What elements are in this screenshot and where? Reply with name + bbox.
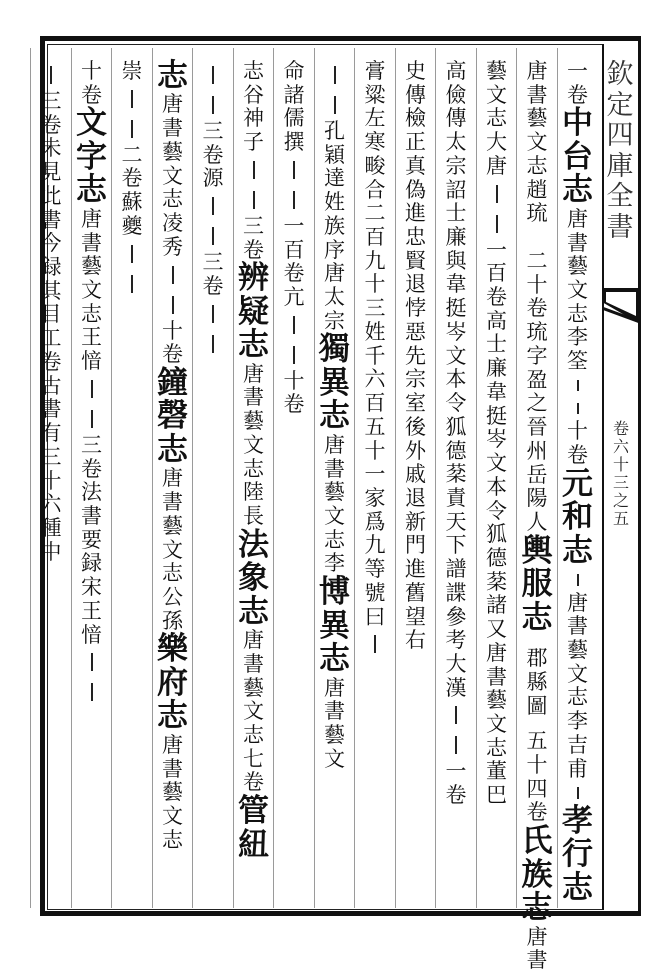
ditto-mark — [91, 410, 93, 428]
text-column — [315, 60, 355, 905]
ditto-mark — [253, 161, 255, 179]
text-column — [72, 60, 112, 905]
annotation-text: 藝 文 — [324, 723, 345, 771]
ditto-mark — [212, 335, 214, 353]
annotation-text: 十 卷 琉 字 盈 之 晉 州 岳 陽 人 — [526, 272, 548, 534]
ditto-mark — [293, 346, 295, 364]
text-column — [31, 60, 71, 905]
annotation-text: 唐 書 — [526, 924, 548, 973]
annotation-text: 高 儉 傳 太 宗 詔 士 廉 與 韋 挺 岑 文 本 令 狐 德 棻 責 天 下 譜 諜 參 考 — [445, 59, 467, 653]
book-title: 欽 定 四 庫 全 書 — [606, 59, 634, 243]
ditto-mark — [577, 574, 579, 585]
book-title-large: 中 台 志 — [562, 105, 593, 209]
ditto-mark — [212, 305, 214, 323]
annotation-text: 三 卷 — [243, 213, 264, 262]
annotation-text: 三 卷 — [202, 119, 224, 167]
book-title-large: 管 紐 — [238, 793, 269, 863]
annotation-text: 郡 縣 圖 — [526, 646, 548, 718]
book-title-large: 鐘 磬 志 — [157, 364, 188, 468]
annotation-text: 孔 穎 達 姓 族 序 唐 太 宗 — [324, 119, 345, 333]
text-column — [112, 60, 152, 905]
annotation-text: 大 漢 — [445, 651, 467, 700]
book-title-large: 志 — [157, 58, 188, 94]
ditto-mark — [577, 380, 579, 391]
annotation-text: 二 — [526, 249, 548, 274]
annotation-text: 七 卷 — [243, 746, 264, 795]
annotation-text: 蘇 夔 — [121, 190, 143, 238]
ditto-mark — [172, 296, 174, 314]
book-title-large: 孝 行 志 — [562, 802, 593, 906]
ditto-mark — [496, 215, 498, 233]
ditto-mark — [496, 185, 498, 203]
text-column — [517, 59, 557, 973]
ditto-mark — [131, 120, 133, 138]
ditto-mark — [131, 90, 133, 108]
annotation-text: 卷 — [567, 82, 588, 107]
annotation-text: 卷 — [81, 82, 102, 107]
text-column — [234, 60, 274, 905]
book-title-large: 獨 異 志 — [319, 331, 350, 435]
ditto-mark — [212, 96, 214, 114]
chapter-label: 卷 六 十 三 之 五 — [612, 419, 629, 529]
annotation-text: 筌 — [567, 349, 588, 374]
text-column — [274, 60, 314, 905]
book-title-large: 氏 族 志 — [521, 823, 553, 927]
book-title-large: 元 和 志 — [562, 465, 593, 569]
ditto-mark — [212, 197, 214, 215]
annotation-text: 十 卷 — [283, 368, 305, 417]
annotation-text: 一 卷 — [445, 759, 467, 808]
ditto-mark — [455, 736, 457, 754]
annotation-text: 崇 — [121, 59, 143, 83]
center-strip-right-line — [638, 36, 641, 916]
annotation-text: 二 卷 — [121, 142, 143, 191]
text-column — [477, 60, 517, 905]
text-column — [153, 60, 193, 905]
text-column — [396, 60, 436, 905]
annotation-text: 唐 書 藝 文 志 王 愔 — [81, 206, 102, 374]
annotation-text: 源 — [202, 166, 224, 191]
ditto-mark — [91, 380, 93, 398]
book-title-large: 輿 服 志 — [521, 532, 553, 636]
annotation-text: 唐 書 藝 文 志 李 吉 甫 — [567, 590, 588, 781]
annotation-text: 十 卷 — [567, 419, 588, 468]
ditto-mark — [334, 66, 336, 84]
book-title-large: 文 字 志 — [76, 105, 107, 209]
annotation-text: 亢 — [283, 285, 305, 310]
annotation-text: 一 百 卷 高 士 廉 韋 挺 岑 文 本 令 狐 德 棻 諸 又 — [486, 237, 507, 642]
annotation-text: 十 — [81, 59, 102, 83]
book-title-large: 樂 府 志 — [157, 631, 188, 735]
annotation-text: 唐 書 藝 文 志 李 — [567, 206, 588, 350]
ditto-mark — [577, 403, 579, 414]
annotation-text: 唐 書 藝 文 志 董 巴 — [486, 640, 507, 808]
ditto-mark — [212, 227, 214, 245]
annotation-text: 唐 書 藝 文 志 凌 — [162, 92, 183, 236]
annotation-text: 命 諸 儒 撰 — [283, 59, 305, 155]
annotation-text: 唐 書 藝 文 志 趙 琉 — [526, 59, 548, 226]
ditto-mark — [131, 275, 133, 293]
book-title-large: 辨 疑 志 — [238, 260, 269, 364]
annotation-text: 藝 文 志 大 唐 — [486, 59, 507, 178]
text-column — [558, 60, 598, 905]
text-column — [193, 60, 233, 905]
ditto-mark — [293, 316, 295, 334]
annotation-text: 志 谷 神 子 — [243, 59, 264, 155]
ditto-mark — [455, 706, 457, 724]
ditto-mark — [212, 66, 214, 84]
ditto-mark — [293, 191, 295, 209]
annotation-text: 唐 書 — [324, 675, 345, 724]
annotation-text: 十 卷 — [162, 318, 183, 367]
ditto-mark — [91, 653, 93, 671]
annotation-text: 唐 書 藝 文 志 陸 長 — [243, 361, 264, 529]
ditto-mark — [253, 191, 255, 209]
annotation-text: 一 — [567, 59, 588, 83]
annotation-text: 唐 書 藝 文 志 — [243, 628, 264, 748]
text-column — [436, 60, 476, 905]
annotation-text: 唐 書 藝 文 志 — [162, 732, 183, 852]
center-strip-left-line — [602, 44, 604, 910]
annotation-text: 三 卷 — [202, 250, 224, 298]
ditto-mark — [50, 66, 52, 84]
fish-tail-ornament — [602, 288, 640, 324]
annotation-text: 五 十 四 卷 — [526, 729, 548, 825]
ditto-mark — [374, 635, 376, 653]
ditto-mark — [172, 266, 174, 284]
book-title-large: 博 異 志 — [319, 574, 350, 678]
ditto-mark — [334, 96, 336, 114]
annotation-text: 三 卷 未 見 此 書 今 録 其 目 工 卷 古 書 有 三 十 六 種 中 — [40, 89, 62, 564]
annotation-text: 史 傳 檢 正 真 偽 進 忠 賢 退 悖 惡 先 宗 室 後 外 戚 退 新 門 進 舊 望 右 — [405, 59, 426, 653]
ditto-mark — [91, 683, 93, 701]
book-title-large: 法 象 志 — [238, 526, 269, 630]
annotation-text: 膏 粱 左 寒 畯 合 二 百 九 十 三 姓 千 六 百 五 十 一 家 爲 九 等 號 曰 — [364, 59, 386, 629]
annotation-text: 唐 書 藝 文 志 李 — [324, 432, 345, 576]
annotation-text: 三 卷 法 書 要 録 宋 王 愔 — [81, 432, 102, 647]
annotation-text: 秀 — [162, 234, 183, 259]
annotation-text: 唐 書 藝 文 志 公 孫 — [162, 466, 183, 633]
ditto-mark — [293, 161, 295, 179]
annotation-text: 一 百 卷 — [283, 213, 305, 286]
ditto-mark — [131, 245, 133, 263]
text-column — [355, 60, 395, 905]
ditto-mark — [577, 787, 579, 798]
